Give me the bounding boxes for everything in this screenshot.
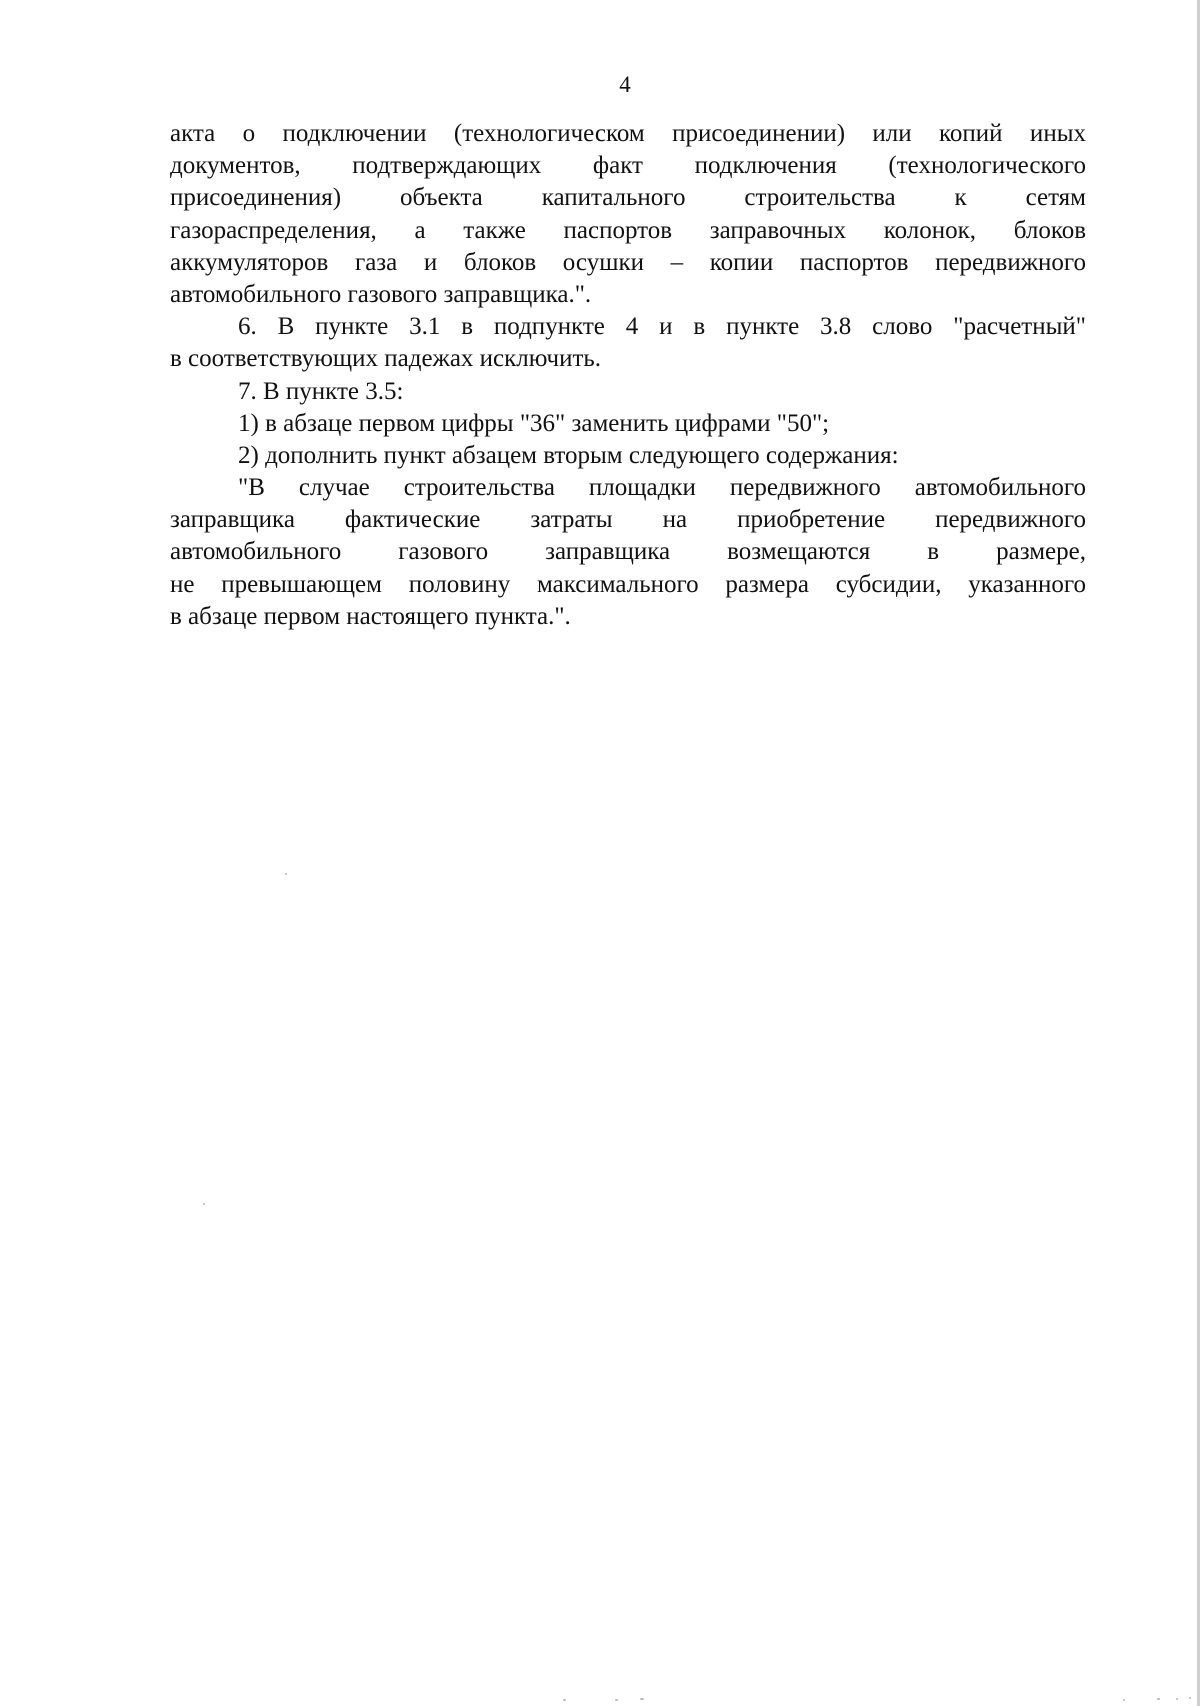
- text-line: "В случае строительства площадки передвижного автомобильного: [238, 474, 1086, 502]
- text-line: акта о подключении (технологическом присоединении) или копий иных: [170, 120, 1086, 147]
- scan-speck: [1123, 1699, 1125, 1701]
- scan-speck: [1176, 1698, 1178, 1700]
- scan-speck: [1189, 1697, 1191, 1699]
- scan-speck: [1157, 1698, 1160, 1700]
- text-line: присоединения) объекта капитального строительства к сетям: [170, 184, 1086, 212]
- text-line: автомобильного газового заправщика возмещаются в размере,: [170, 538, 1086, 566]
- text-line: 2) дополнить пункт абзацем вторым следующего содержания:: [238, 441, 899, 469]
- page-number: 4: [619, 72, 631, 97]
- text-line: в соответствующих падежах исключить.: [170, 345, 602, 373]
- text-line: в абзаце первом настоящего пункта.".: [170, 602, 571, 630]
- text-line: не превышающем половину максимального размера субсидии, указанного: [170, 570, 1086, 598]
- scan-speck: [203, 1203, 205, 1205]
- text-line: газораспределения, а также паспортов заправочных колонок, блоков: [170, 216, 1086, 244]
- text-line: 1) в абзаце первом цифры "36" заменить цифрами "50";: [238, 409, 830, 437]
- text-line: автомобильного газового заправщика.".: [170, 280, 592, 308]
- scan-speck: [563, 1699, 566, 1701]
- scan-speck: [615, 1699, 618, 1701]
- text-line: 7. В пункте 3.5:: [238, 377, 404, 405]
- text-line: заправщика фактические затраты на приобретение передвижного: [170, 506, 1086, 534]
- scan-speck: [640, 1698, 644, 1700]
- document-body: [170, 118, 1086, 633]
- text-line: аккумуляторов газа и блоков осушки – копии паспортов передвижного: [170, 248, 1086, 276]
- text-line: 6. В пункте 3.1 в подпункте 4 и в пункте 3.8 слово "расчетный": [238, 313, 1086, 341]
- text-line: документов, подтверждающих факт подключения (технологического: [170, 152, 1086, 180]
- scan-speck: [285, 873, 287, 875]
